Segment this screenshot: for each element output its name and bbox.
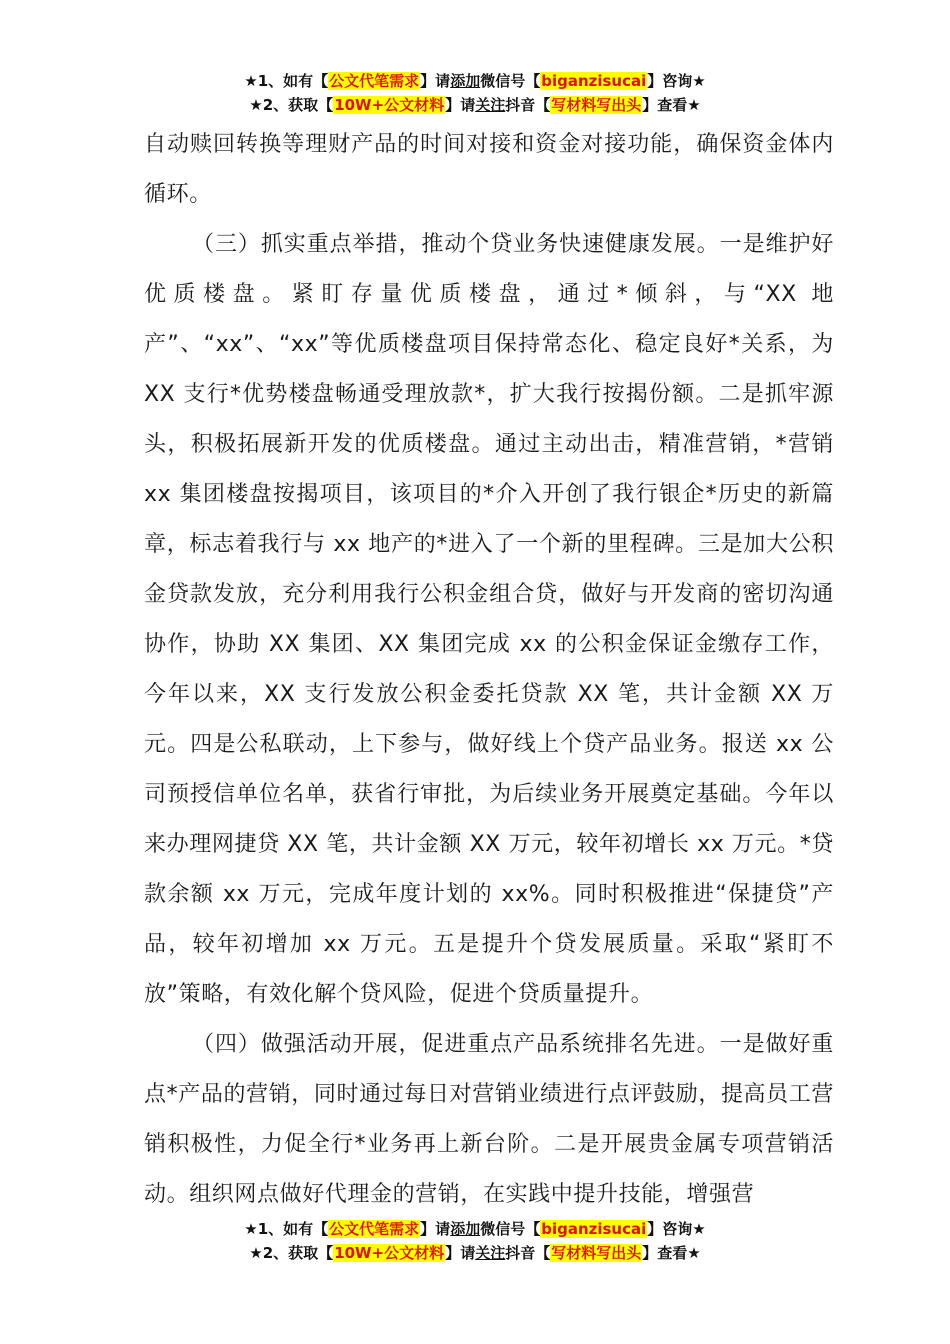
promo-text: 抖音【: [505, 96, 551, 114]
header-promo-banner: [0, 69, 950, 117]
paragraph-section-four: （四）做强活动开展，促进重点产品系统排名先进。一是做好重点*产品的营销，同时通过每日对营销业绩进行点评鼓励，提高员工营销积极性，力促全行*业务再上新台阶。二是开展贵金属专项营销活动。组织网点做好代理金的营销，在实践中提升技能，增强营: [144, 1032, 834, 1207]
promo-text: 】查看★: [642, 96, 701, 114]
promo-text: ★2、获取【: [249, 1244, 334, 1262]
promo-highlight: 10W+公文材料: [334, 1244, 445, 1262]
footer-promo-banner: [0, 1217, 950, 1265]
promo-text: 】咨询★: [647, 72, 706, 90]
promo-underlined: 关注: [475, 1244, 506, 1262]
promo-douyin-id: 写材料写出头: [551, 1244, 642, 1262]
promo-underlined: 关注: [475, 96, 506, 114]
promo-text: 】请: [445, 1244, 476, 1262]
promo-line-1: [0, 1217, 950, 1241]
promo-text: ★2、获取【: [249, 96, 334, 114]
promo-line-2: [0, 1241, 950, 1265]
paragraph-continuation: 自动赎回转换等理财产品的时间对接和资金对接功能，确保资金体内循环。: [144, 132, 834, 207]
promo-underlined: 添加: [450, 1220, 481, 1238]
promo-wechat-id: biganzisucai: [541, 72, 647, 90]
promo-text: 】咨询★: [647, 1220, 706, 1238]
promo-text: 抖音【: [505, 1244, 551, 1262]
promo-highlight: 公文代笔需求: [329, 1220, 420, 1238]
promo-text: ★1、如有【: [244, 72, 329, 90]
promo-text: ★1、如有【: [244, 1220, 329, 1238]
promo-text: 】请: [445, 96, 476, 114]
promo-highlight: 公文代笔需求: [329, 72, 420, 90]
promo-text: 微信号【: [480, 72, 541, 90]
promo-line-1: [0, 69, 950, 93]
promo-wechat-id: biganzisucai: [541, 1220, 647, 1238]
promo-text: 微信号【: [480, 1220, 541, 1238]
promo-text: 】查看★: [642, 1244, 701, 1262]
promo-text: 】请: [420, 1220, 451, 1238]
promo-line-2: [0, 93, 950, 117]
promo-underlined: 添加: [450, 72, 481, 90]
paragraph-section-three: （三）抓实重点举措，推动个贷业务快速健康发展。一是维护好优质楼盘。紧盯存量优质楼盘，通过*倾斜，与“XX 地产”、“xx”、“xx”等优质楼盘项目保持常态化、稳定良好*关系，为 XX 支行*优势楼盘畅通受理放款*，扩大我行按揭份额。二是抓牢源头，积极拓展新开发的优质楼盘。通过主动出击，精准营销，*营销 xx 集团楼盘按揭项目，该项目的*介入开创了我行银企*历史的新篇章，标志着我行与 xx 地产的*进入了一个新的里程碑。三是加大公积金贷款发放，充分利用我行公积金组合贷，做好与开发商的密切沟通协作，协助 XX 集团、XX 集团完成 xx 的公积金保证金缴存工作，今年以来，XX 支行发放公积金委托贷款 XX 笔，共计金额 XX 万元。四是公私联动，上下参与，做好线上个贷产品业务。报送 xx 公司预授信单位名单，获省行审批，为后续业务开展奠定基础。今年以来办理网捷贷 XX 笔，共计金额 XX 万元，较年初增长 xx 万元。*贷款余额 xx 万元，完成年度计划的 xx%。同时积极推进“保捷贷”产品，较年初增加 xx 万元。五是提升个贷发展质量。采取“紧盯不放”策略，有效化解个贷风险，促进个贷质量提升。: [144, 232, 834, 1007]
promo-text: 】请: [420, 72, 451, 90]
document-body: [144, 120, 834, 1220]
promo-douyin-id: 写材料写出头: [551, 96, 642, 114]
promo-highlight: 10W+公文材料: [334, 96, 445, 114]
